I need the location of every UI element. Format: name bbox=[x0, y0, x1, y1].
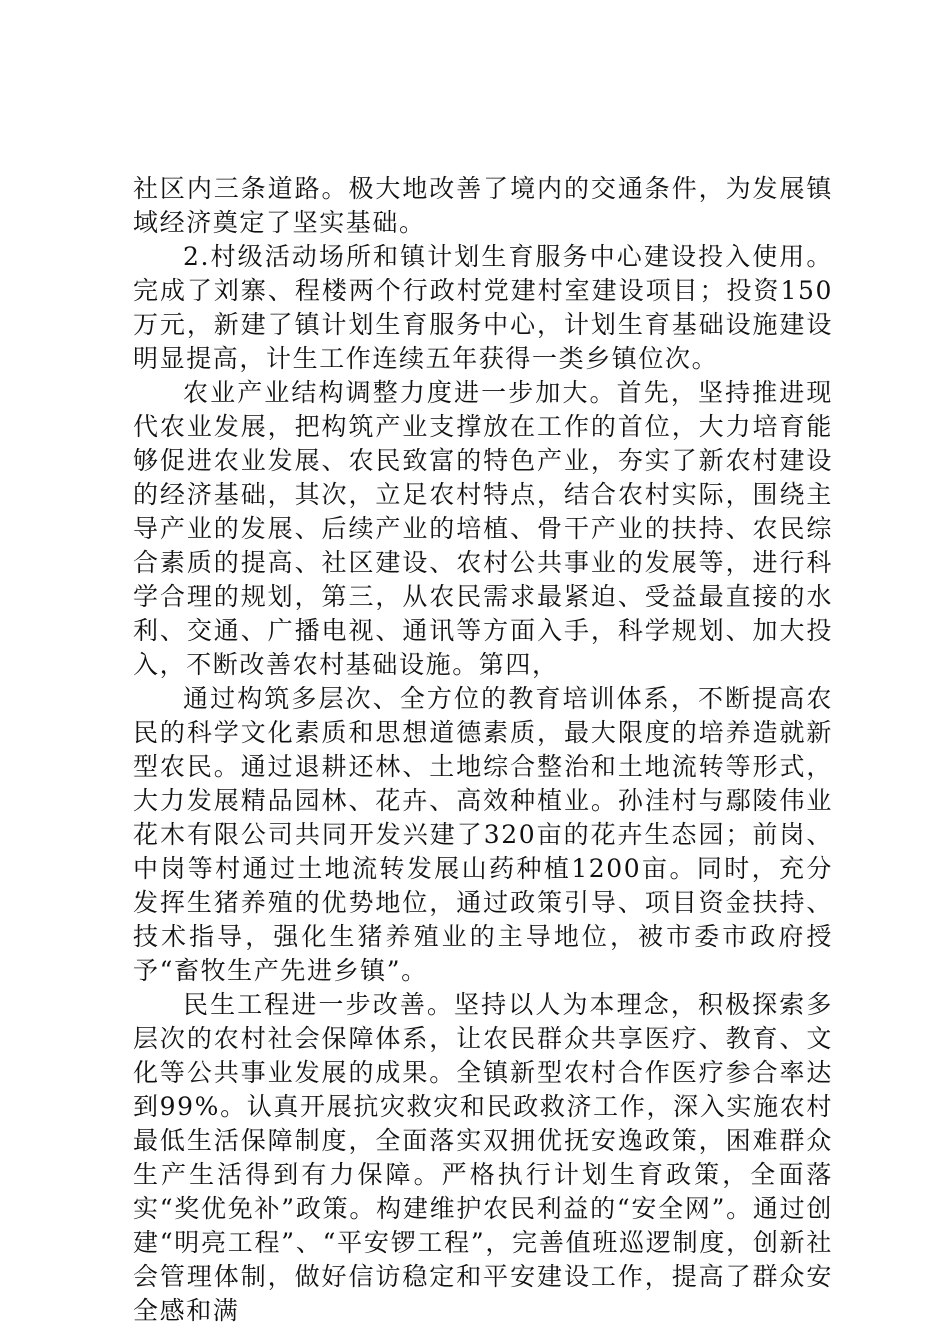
document-body bbox=[133, 172, 833, 1328]
paragraph-village-facilities: 2.村级活动场所和镇计划生育服务中心建设投入使用。完成了刘寨、程楼两个行政村党建村室建设项目；投资150万元，新建了镇计划生育服务中心，计划生育基础设施建设明显提高，计生工作连续五年获得一类乡镇位次。 bbox=[133, 242, 833, 373]
paragraph-livelihood: 民生工程进一步改善。坚持以人为本理念，积极探索多层次的农村社会保障体系，让农民群众共享医疗、教育、文化等公共事业发展的成果。全镇新型农村合作医疗参合率达到99%。认真开展抗灾救灾和民政救济工作，深入实施农村最低生活保障制度，全面落实双拥优抚安逸政策，困难群众生产生活得到有力保障。严格执行计划生育政策，全面落实“奖优免补”政策。构建维护农民利益的“安全网”。通过创建“明亮工程”、“平安锣工程”，完善值班巡逻制度，创新社会管理体制，做好信访稳定和平安建设工作，提高了群众安全感和满 bbox=[133, 990, 833, 1325]
paragraph-continuation: 社区内三条道路。极大地改善了境内的交通条件，为发展镇域经济奠定了坚实基础。 bbox=[133, 174, 833, 237]
paragraph-agriculture-structure: 农业产业结构调整力度进一步加大。首先，坚持推进现代农业发展，把构筑产业支撑放在工作的首位，大力培育能够促进农业发展、农民致富的特色产业，夯实了新农村建设的经济基础，其次，立足农村特点，结合农村实际，围绕主导产业的发展、后续产业的培植、骨干产业的扶持、农民综合素质的提高、社区建设、农村公共事业的发展等，进行科学合理的规划，第三，从农民需求最紧迫、受益最直接的水利、交通、广播电视、通讯等方面入手，科学规划、加大投入，不断改善农村基础设施。第四， bbox=[133, 378, 833, 679]
paragraph-farmer-training: 通过构筑多层次、全方位的教育培训体系，不断提高农民的科学文化素质和思想道德素质，最大限度的培养造就新型农民。通过退耕还林、土地综合整治和土地流转等形式，大力发展精品园林、花卉、高效种植业。孙洼村与鄢陵伟业花木有限公司共同开发兴建了320亩的花卉生态园；前岗、中岗等村通过土地流转发展山药种植1200亩。同时，充分发挥生猪养殖的优势地位，通过政策引导、项目资金扶持、技术指导，强化生猪养殖业的主导地位，被市委市政府授予“畜牧生产先进乡镇”。 bbox=[133, 684, 833, 985]
